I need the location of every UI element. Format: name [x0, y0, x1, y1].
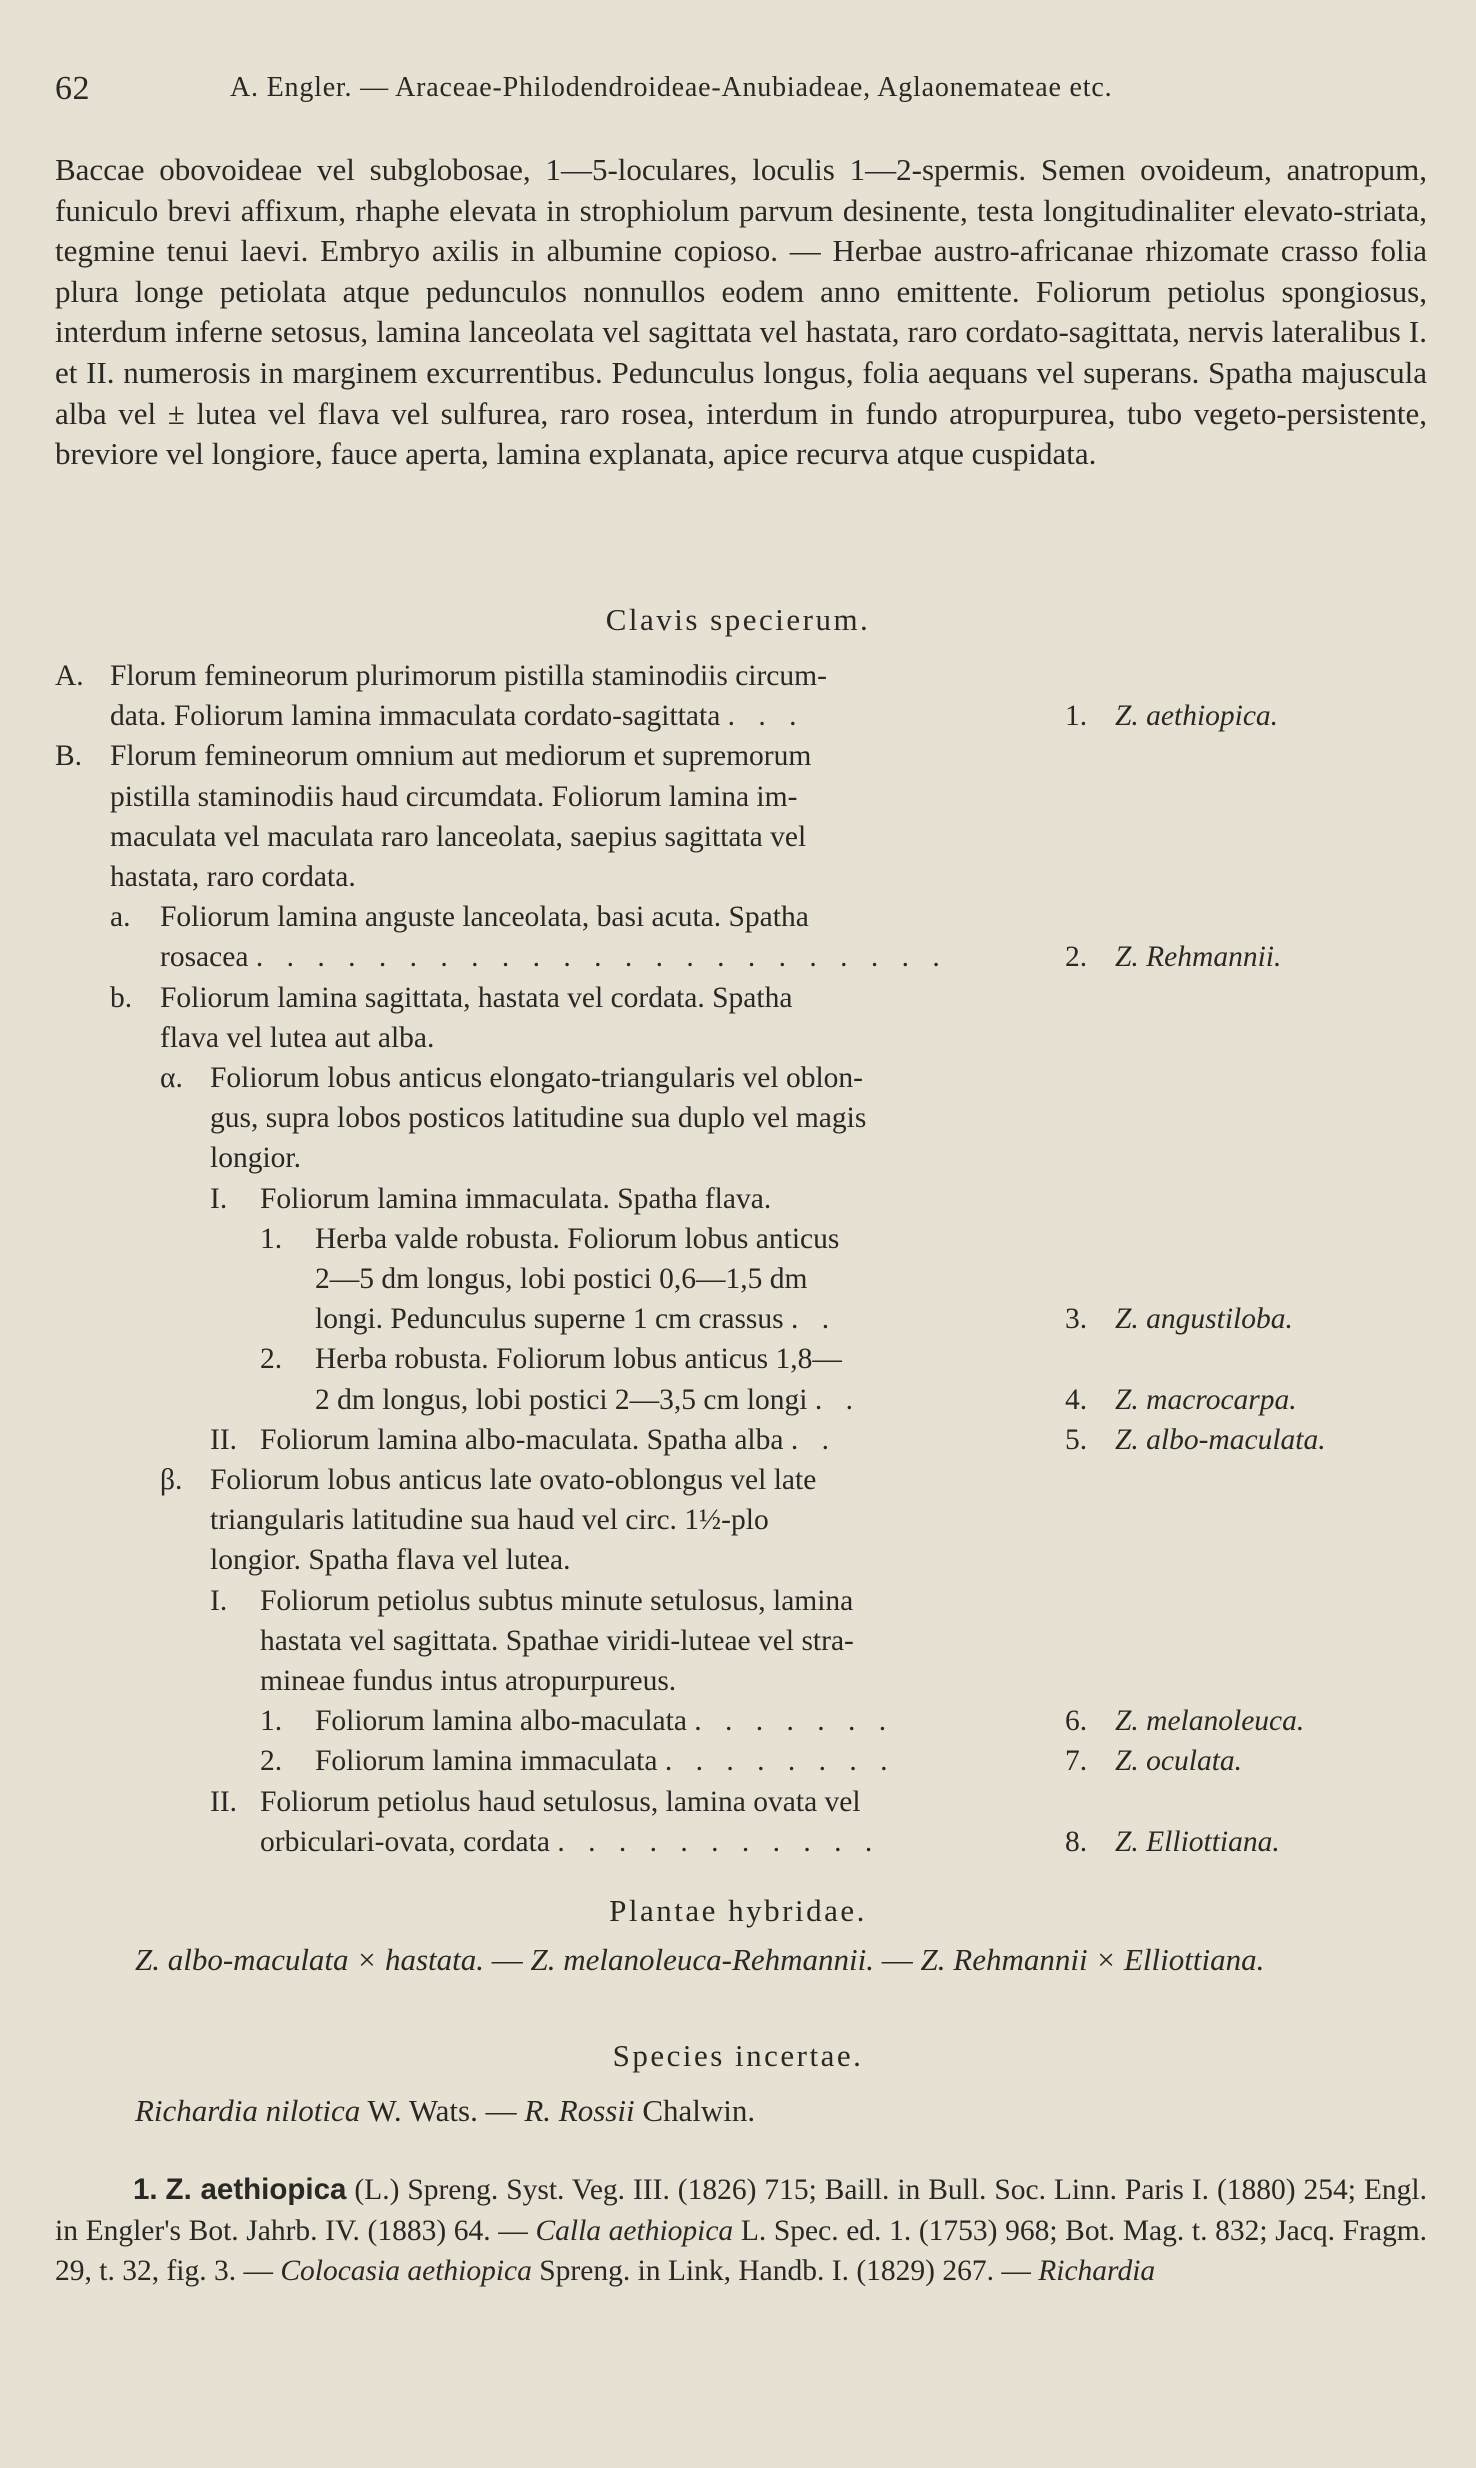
key-line — [55, 1705, 1435, 1745]
key-marker: I. — [210, 1584, 228, 1617]
key-line — [55, 1223, 1435, 1263]
key-text-content: Foliorum lamina anguste lanceolata, basi acuta. Spatha — [160, 901, 809, 934]
leader-dots: . . . . . . . . . . . — [557, 1825, 881, 1858]
key-text — [110, 660, 827, 693]
key-text-content: hastata, raro cordata. — [110, 861, 356, 893]
key-text-content: Foliorum lobus anticus elongato-triangularis vel oblon- — [210, 1062, 863, 1094]
key-marker: b. — [110, 981, 133, 1014]
key-text-content: Foliorum lobus anticus late ovato-oblongus vel late — [210, 1464, 817, 1496]
hybrid-name: Z. albo-maculata × hastata. — [135, 1942, 485, 1977]
key-text — [260, 1585, 853, 1618]
key-text — [160, 901, 809, 934]
key-line — [55, 861, 1435, 901]
key-text — [110, 781, 797, 814]
author: W. Wats. — [367, 2093, 478, 2128]
key-line — [55, 1062, 1435, 1102]
key-text — [315, 1705, 894, 1738]
key-text — [160, 1022, 434, 1055]
key-line — [55, 1263, 1435, 1303]
key-text-content: Foliorum lamina immaculata — [315, 1745, 658, 1778]
hybrids-list — [55, 1940, 1427, 1980]
key-text-content: mineae fundus intus atropurpureus. — [260, 1665, 677, 1697]
separator: — — [485, 2093, 517, 2128]
leader-dots: . . — [814, 1383, 861, 1416]
key-marker: α. — [160, 1062, 183, 1094]
description-paragraph: Baccae obovoideae vel subglobosae, 1—5-loculares, loculis 1—2-spermis. Semen ovoideum, anatropum, funiculo brevi affixum, rhaphe elevata in strophiolum parvum desinente, testa longitudinaliter elevato-striata, tegmine tenui laevi. Embryo axilis in albumine copioso. — Herbae austro-africanae rhizomate crasso folia plura longe petiolata atque pedunculos nonnullos eodem anno emittente. Foliorum petiolus spongiosus, interdum inferne setosus, lamina lanceolata vel sagittata vel hastata, raro cordato-sagittata, nervis lateralibus I. et II. numerosis in marginem excurrentibus. Pedunculus longus, folia aequans vel superans. Spatha majuscula alba vel ± lutea vel flava vel sulfurea, raro rosea, interdum in fundo atropurpurea, tubo vegeto-persistente, breviore vel longiore, fauce aperta, lamina explanata, apice recurva atque cuspidata. — [55, 152, 1427, 472]
genus-description — [55, 150, 1427, 475]
key-text — [315, 1303, 837, 1336]
separator: — — [881, 1942, 913, 1977]
species-number: 1. — [1065, 700, 1088, 733]
key-text — [210, 1504, 769, 1537]
key-text — [260, 1424, 837, 1457]
key-text — [260, 1786, 861, 1819]
species-number: 7. — [1065, 1745, 1088, 1778]
key-text-content: maculata vel maculata raro lanceolata, saepius sagittata vel — [110, 820, 807, 853]
key-text-content: triangularis latitudine sua haud vel circ. 1½-plo — [210, 1504, 769, 1537]
species-number: 3. — [1065, 1303, 1088, 1336]
key-text — [210, 1464, 816, 1497]
key-text — [160, 941, 948, 974]
species-name: Richardia nilotica — [135, 2093, 361, 2128]
key-marker: A. — [55, 660, 84, 692]
key-line — [55, 901, 1435, 941]
hybrid-name: Z. Rehmannii × Elliottiana. — [920, 1942, 1265, 1977]
key-line — [55, 1102, 1435, 1142]
key-text-content: Herba robusta. Foliorum lobus anticus 1,8— — [315, 1343, 842, 1376]
species-name: Z. Rehmannii. — [1115, 941, 1282, 974]
key-line — [55, 941, 1435, 981]
key-text — [260, 1826, 880, 1859]
author: Chalwin. — [642, 2093, 756, 2128]
key-line — [55, 1303, 1435, 1343]
citation-text: (L.) Spreng. Syst. Veg. III. (1826) 715; Baill. in Bull. Soc. Linn. Paris I. (1880) 254; Engl. in Engler's Bot. Jahrb. IV. (1883) 64. — — [55, 2174, 1428, 2247]
hybrids-heading: Plantae hybridae. — [609, 1893, 867, 1928]
key-line — [55, 1826, 1435, 1866]
key-text-content: Florum femineorum omnium aut mediorum et supremorum — [110, 740, 812, 773]
species-name: Z. melanoleuca. — [1115, 1705, 1305, 1738]
species-name: Z. Elliottiana. — [1115, 1825, 1280, 1858]
key-text — [315, 1223, 839, 1256]
key-heading: Clavis specierum. — [605, 602, 871, 637]
hybrid-name: Z. melanoleuca-Rehmannii. — [530, 1942, 875, 1977]
page-number: 62 — [55, 70, 90, 107]
incertae-heading: Species incertae. — [612, 2038, 864, 2073]
key-text-content: rosacea — [160, 941, 249, 974]
key-text-content: Foliorum lamina albo-maculata. Spatha alba — [260, 1423, 784, 1456]
key-marker: I. — [210, 1182, 228, 1215]
key-line — [55, 1585, 1435, 1625]
key-text-content: hastata vel sagittata. Spathae viridi-luteae vel stra- — [260, 1624, 854, 1657]
species-name: Z. macrocarpa. — [1115, 1383, 1297, 1416]
species-number: 1. — [133, 2173, 158, 2206]
key-line — [55, 660, 1435, 700]
key-marker: 1. — [260, 1705, 283, 1738]
key-text — [260, 1183, 771, 1216]
key-marker: B. — [55, 740, 83, 773]
species-title: Z. aethiopica — [165, 2173, 347, 2206]
key-text-content: 2—5 dm longus, lobi postici 0,6—1,5 dm — [315, 1263, 808, 1295]
key-marker: β. — [160, 1464, 183, 1496]
key-text — [210, 1142, 301, 1175]
key-text-content: data. Foliorum lamina immaculata cordato-sagittata — [110, 700, 721, 733]
key-marker: 2. — [260, 1343, 283, 1376]
species-name: Z. aethiopica. — [1115, 700, 1279, 733]
key-text — [110, 861, 356, 894]
incertae-list — [135, 2093, 755, 2129]
species-number: 6. — [1065, 1705, 1088, 1738]
separator: — — [491, 1942, 523, 1977]
leader-dots: . . — [790, 1423, 837, 1456]
citation-text: Spreng. in Link, Handb. I. (1829) 267. — — [539, 2255, 1031, 2288]
running-title: A. Engler. — Araceae-Philodendroideae-Anubiadeae, Aglaonemateae etc. — [230, 72, 1113, 103]
key-line — [55, 781, 1435, 821]
species-number: 5. — [1065, 1423, 1088, 1456]
synonym: Richardia — [1038, 2255, 1156, 2288]
key-text — [210, 1544, 570, 1577]
leader-dots: . . . . . . . . . . . . . . . . . . . . . . . — [255, 941, 948, 974]
key-text — [315, 1263, 808, 1296]
key-line — [55, 1786, 1435, 1826]
key-line — [55, 1183, 1435, 1223]
key-text-content: Foliorum lamina immaculata. Spatha flava. — [260, 1182, 772, 1215]
key-line — [55, 700, 1435, 740]
citation-text: L. Spec. ed. 1. (1753) 968; Bot. Mag. t. 832; Jacq. Fragm. 29, t. 32, fig. 3. — — [55, 2214, 1428, 2288]
key-text-content: longior. — [210, 1142, 301, 1175]
key-line — [55, 1544, 1435, 1584]
leader-dots: . . . . . . . — [694, 1705, 895, 1738]
species-number: 4. — [1065, 1383, 1088, 1416]
key-text-content: Foliorum petiolus subtus minute setulosus, lamina — [260, 1584, 854, 1617]
key-text — [110, 700, 805, 733]
species-name: Z. albo-maculata. — [1115, 1423, 1326, 1456]
key-text — [260, 1625, 854, 1658]
synonym: Calla aethiopica — [535, 2214, 734, 2247]
key-text-content: longior. Spatha flava vel lutea. — [210, 1544, 571, 1577]
key-text — [315, 1745, 895, 1778]
key-text — [210, 1102, 866, 1135]
key-line — [55, 1625, 1435, 1665]
key-text — [210, 1062, 863, 1095]
key-text — [260, 1665, 676, 1698]
species-name: Z. oculata. — [1115, 1745, 1243, 1778]
species-entry — [55, 2170, 1427, 2292]
species-number: 8. — [1065, 1825, 1088, 1858]
key-text — [110, 740, 811, 773]
key-text-content: flava vel lutea aut alba. — [160, 1021, 435, 1054]
key-line — [55, 1464, 1435, 1504]
key-text-content: longi. Pedunculus superne 1 cm crassus — [315, 1303, 784, 1336]
key-marker: II. — [210, 1785, 238, 1818]
key-text — [315, 1343, 842, 1376]
key-marker: 2. — [260, 1745, 283, 1778]
leader-dots: . . — [791, 1303, 838, 1336]
key-line — [55, 1022, 1435, 1062]
species-number: 2. — [1065, 941, 1088, 974]
key-line — [55, 1384, 1435, 1424]
species-name: R. Rossii — [524, 2093, 635, 2128]
key-text-content: Herba valde robusta. Foliorum lobus anticus — [315, 1222, 840, 1255]
key-marker: II. — [210, 1423, 238, 1456]
key-text — [110, 821, 806, 854]
key-text-content: orbiculari-ovata, cordata — [260, 1825, 550, 1858]
key-line — [55, 740, 1435, 780]
synonym: Colocasia aethiopica — [280, 2255, 532, 2288]
leader-dots: . . . — [727, 700, 805, 733]
running-header — [55, 70, 1435, 110]
key-text-content: pistilla staminodiis haud circumdata. Foliorum lamina im- — [110, 780, 798, 813]
key-text-content: Foliorum lamina albo-maculata — [315, 1705, 687, 1738]
key-text-content: Florum femineorum plurimorum pistilla staminodiis circum- — [110, 660, 827, 692]
key-line — [55, 1343, 1435, 1383]
key-line — [55, 1504, 1435, 1544]
key-text — [160, 982, 792, 1015]
key-text-content: Foliorum lamina sagittata, hastata vel cordata. Spatha — [160, 981, 793, 1014]
key-text-content: Foliorum petiolus haud setulosus, lamina ovata vel — [260, 1785, 861, 1818]
key-line — [55, 1424, 1435, 1464]
key-text — [315, 1384, 861, 1417]
leader-dots: . . . . . . . . — [664, 1745, 896, 1778]
key-line — [55, 1665, 1435, 1705]
key-line — [55, 821, 1435, 861]
species-name: Z. angustiloba. — [1115, 1303, 1293, 1336]
key-marker: 1. — [260, 1222, 283, 1255]
key-text-content: 2 dm longus, lobi postici 2—3,5 cm longi — [315, 1383, 808, 1416]
key-line — [55, 1745, 1435, 1785]
key-line — [55, 1142, 1435, 1182]
key-line — [55, 982, 1435, 1022]
key-text-content: gus, supra lobos posticos latitudine sua duplo vel magis — [210, 1102, 867, 1135]
key-marker: a. — [110, 901, 131, 934]
